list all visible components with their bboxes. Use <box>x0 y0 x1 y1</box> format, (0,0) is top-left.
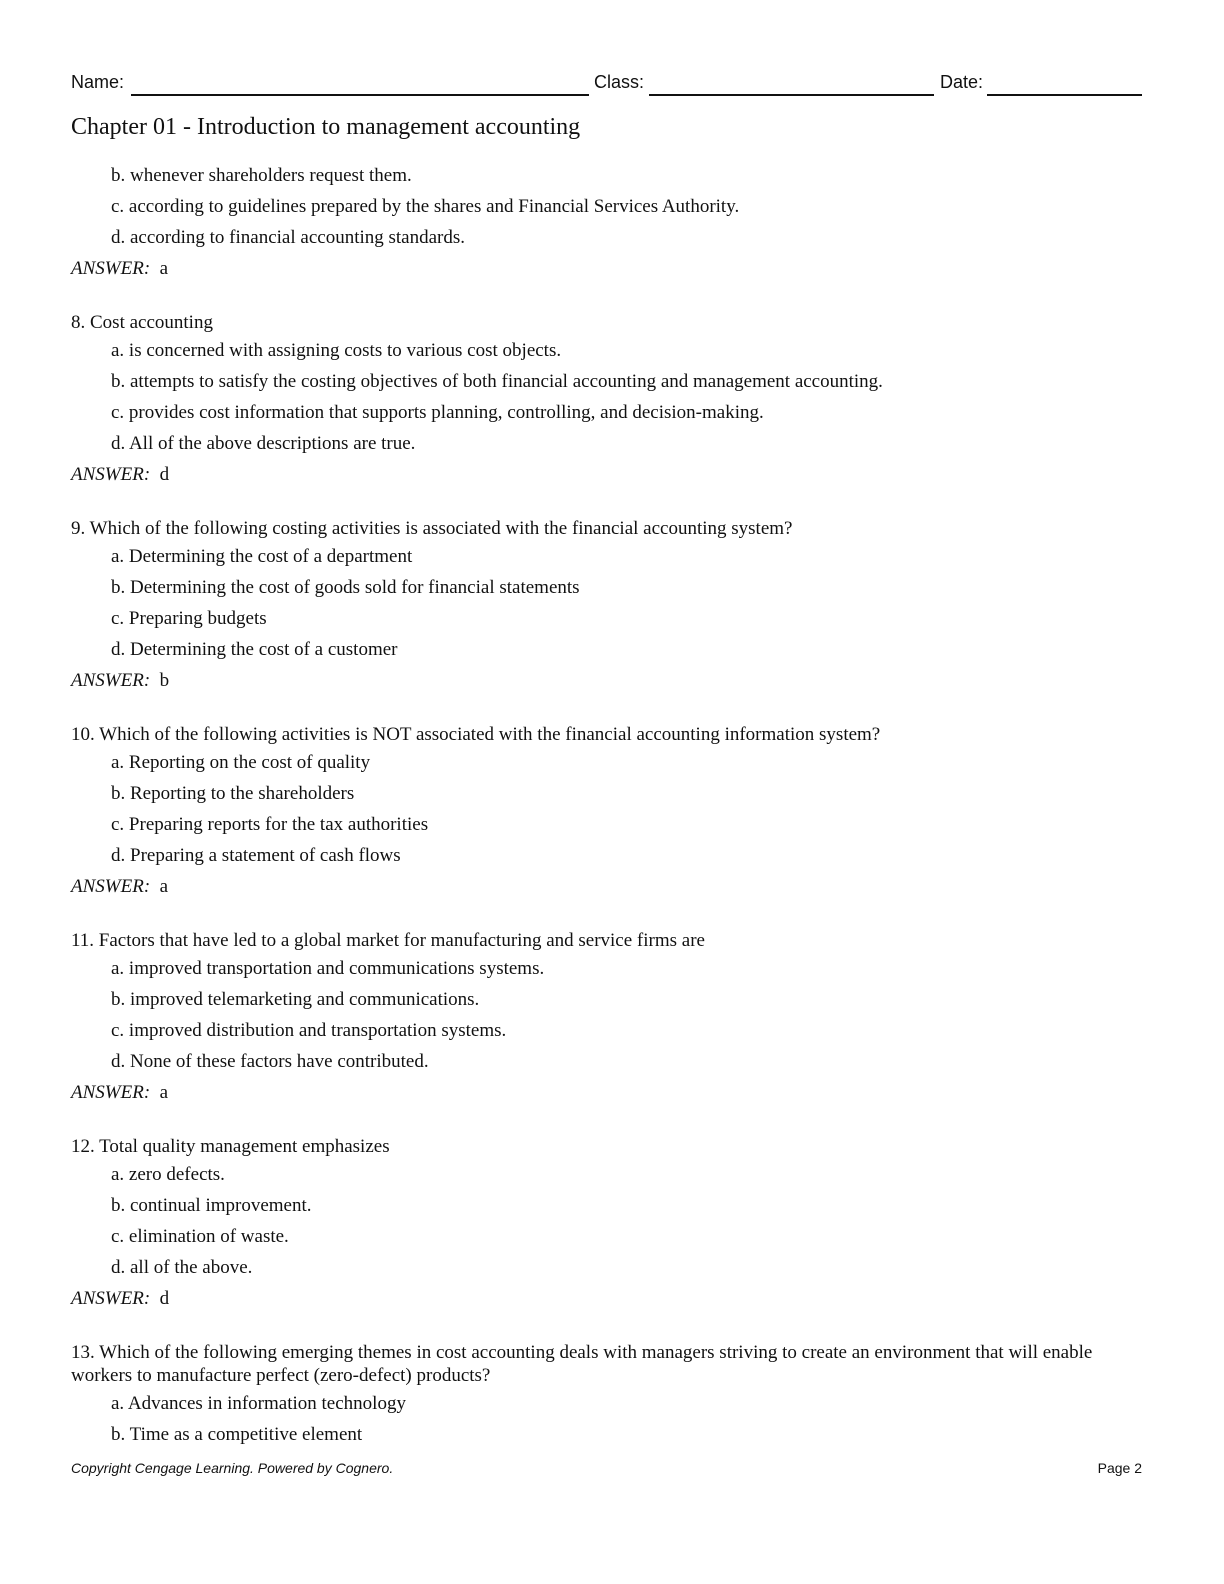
question-stem: 12. Total quality management emphasizes <box>71 1136 390 1157</box>
question-9 <box>71 517 1151 692</box>
question-stem: 11. Factors that have led to a global market for manufacturing and service firms are <box>71 930 705 951</box>
answer-line <box>71 669 1151 692</box>
question-list <box>71 164 1151 1454</box>
option-c: c. provides cost information that supports planning, controlling, and decision-making. <box>111 402 764 423</box>
option-d: d. all of the above. <box>111 1257 253 1278</box>
question-stem: 10. Which of the following activities is NOT associated with the financial accounting information system? <box>71 724 881 745</box>
option-a: a. is concerned with assigning costs to various cost objects. <box>111 340 562 361</box>
option-a: a. Reporting on the cost of quality <box>111 752 371 773</box>
option-c: c. elimination of waste. <box>111 1226 289 1247</box>
option-b: b. attempts to satisfy the costing objectives of both financial accounting and management accounting. <box>111 371 883 392</box>
option-b: b. Time as a competitive element <box>111 1424 363 1445</box>
chapter-title: Chapter 01 - Introduction to management accounting <box>71 114 581 140</box>
option-d: d. None of these factors have contributed. <box>111 1051 429 1072</box>
answer-line <box>71 1081 1151 1104</box>
option-a: a. zero defects. <box>111 1164 225 1185</box>
answer-value: b <box>159 670 170 691</box>
answer-label: ANSWER: <box>71 876 151 897</box>
question-stem: 8. Cost accounting <box>71 312 213 333</box>
worksheet-header <box>71 70 1143 98</box>
question-7-continued <box>71 164 1151 280</box>
option-d: d. All of the above descriptions are true. <box>111 433 416 454</box>
class-line <box>649 94 934 96</box>
answer-value: a <box>159 1082 169 1103</box>
question-12 <box>71 1135 1151 1310</box>
option-c: c. improved distribution and transportation systems. <box>111 1020 507 1041</box>
answer-label: ANSWER: <box>71 258 151 279</box>
copyright-footer: Copyright Cengage Learning. Powered by Cognero. <box>71 1460 394 1476</box>
question-stem: 9. Which of the following costing activities is associated with the financial accounting system? <box>71 518 793 539</box>
option-c: c. according to guidelines prepared by the shares and Financial Services Authority. <box>111 196 740 217</box>
option-a: a. improved transportation and communications systems. <box>111 958 545 979</box>
name-label: Name: <box>71 72 125 92</box>
question-8 <box>71 311 1151 486</box>
option-c: c. Preparing budgets <box>111 608 267 629</box>
option-b: b. improved telemarketing and communications. <box>111 989 480 1010</box>
answer-label: ANSWER: <box>71 1082 151 1103</box>
class-label: Class: <box>594 72 645 92</box>
option-b: b. whenever shareholders request them. <box>111 165 412 186</box>
question-10 <box>71 723 1151 898</box>
answer-value: a <box>159 258 169 279</box>
option-d: d. Determining the cost of a customer <box>111 639 398 660</box>
answer-value: a <box>159 876 169 897</box>
date-line <box>987 94 1142 96</box>
date-label: Date: <box>940 72 984 92</box>
option-b: b. Reporting to the shareholders <box>111 783 355 804</box>
option-b: b. continual improvement. <box>111 1195 312 1216</box>
answer-label: ANSWER: <box>71 670 151 691</box>
option-c: c. Preparing reports for the tax authorities <box>111 814 429 835</box>
answer-label: ANSWER: <box>71 1288 151 1309</box>
option-b: b. Determining the cost of goods sold for financial statements <box>111 577 580 598</box>
question-stem: 13. Which of the following emerging themes in cost accounting deals with managers striving to create an environment that will enable workers to manufacture perfect (zero-defect) products? <box>71 1342 1093 1386</box>
name-line <box>131 94 589 96</box>
option-a: a. Advances in information technology <box>111 1393 406 1414</box>
answer-line <box>71 1287 1151 1310</box>
page-number: Page 2 <box>1097 1460 1142 1476</box>
option-d: d. according to financial accounting standards. <box>111 227 466 248</box>
question-11 <box>71 929 1151 1104</box>
answer-value: d <box>159 464 170 485</box>
answer-label: ANSWER: <box>71 464 151 485</box>
answer-line <box>71 463 1151 486</box>
option-d: d. Preparing a statement of cash flows <box>111 845 401 866</box>
question-13 <box>71 1341 1151 1446</box>
answer-line <box>71 875 1151 898</box>
answer-value: d <box>159 1288 170 1309</box>
answer-line <box>71 257 1151 280</box>
option-a: a. Determining the cost of a department <box>111 546 413 567</box>
